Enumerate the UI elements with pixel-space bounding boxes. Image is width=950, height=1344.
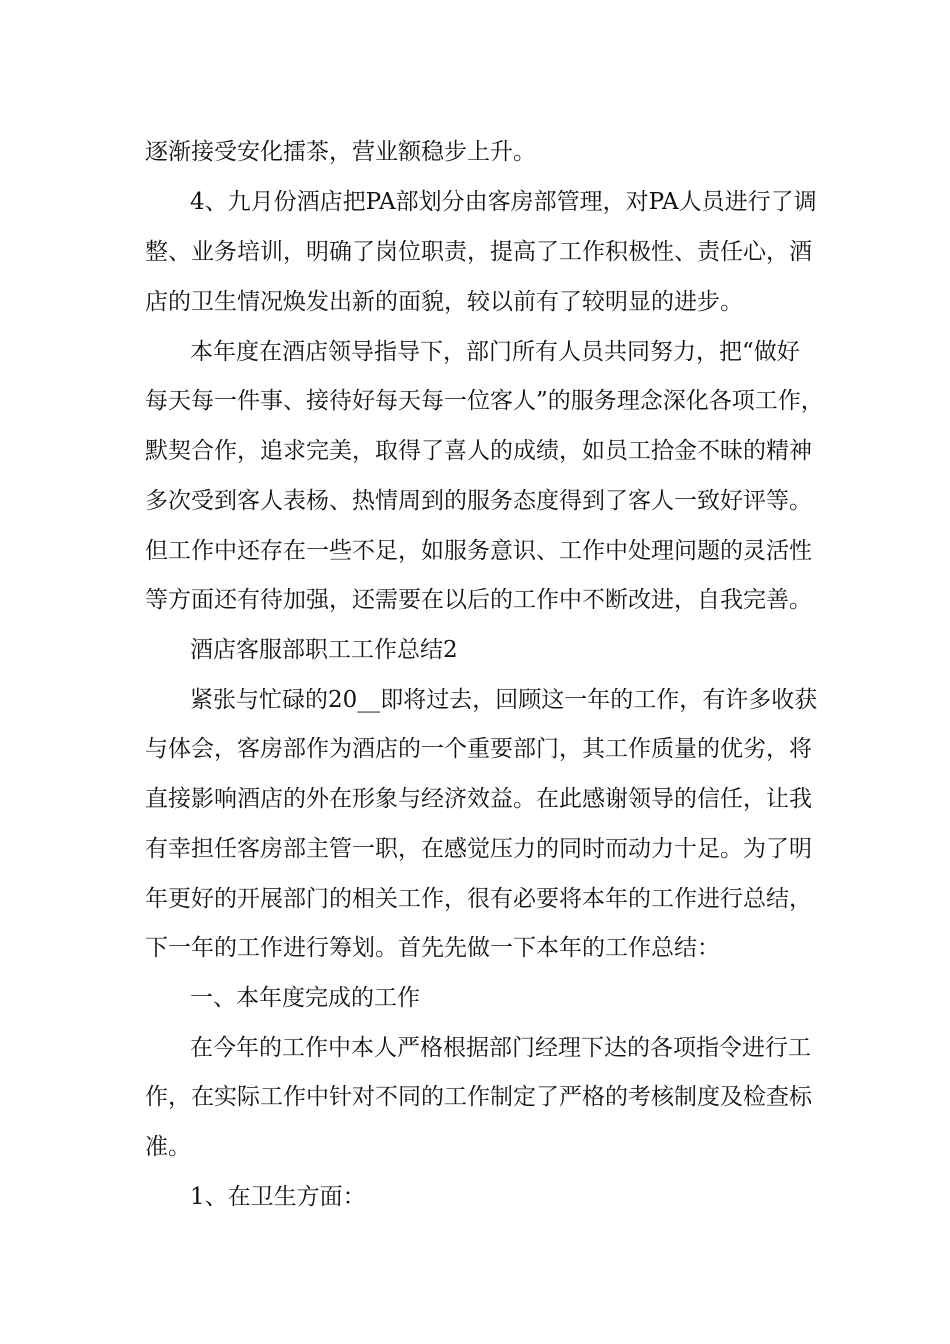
section-title: 酒店客服部职工工作总结2	[190, 637, 458, 663]
text-line: 店的卫生情况焕发出新的面貌，较以前有了较明显的进步。	[145, 289, 743, 315]
text-line: 下一年的工作进行筹划。首先先做一下本年的工作总结：	[145, 935, 720, 961]
section-heading: 一、本年度完成的工作	[190, 985, 420, 1011]
text-line: 整、业务培训，明确了岗位职责，提高了工作积极性、责任心，酒	[145, 239, 812, 265]
text-line: 在今年的工作中本人严格根据部门经理下达的各项指令进行工	[190, 1035, 811, 1061]
subsection-heading: 1、在卫生方面：	[190, 1184, 366, 1210]
text-line: 默契合作，追求完美，取得了喜人的成绩，如员工拾金不昧的精神	[145, 438, 812, 464]
text-line: 紧张与忙碌的20__即将过去，回顾这一年的工作，有许多收获	[190, 687, 818, 713]
text-line: 与体会，客房部作为酒店的一个重要部门，其工作质量的优劣，将	[145, 736, 812, 762]
text-line: 逐渐接受安化擂茶，营业额稳步上升。	[145, 139, 536, 165]
text-line: 作，在实际工作中针对不同的工作制定了严格的考核制度及检查标	[145, 1084, 812, 1110]
text-line: 但工作中还存在一些不足，如服务意识、工作中处理问题的灵活性	[145, 538, 812, 564]
text-line: 年更好的开展部门的相关工作，很有必要将本年的工作进行总结，	[145, 886, 812, 912]
text-line: 等方面还有待加强，还需要在以后的工作中不断改进，自我完善。	[145, 587, 812, 613]
text-line: 4、九月份酒店把PA部划分由客房部管理，对PA人员进行了调	[190, 189, 817, 215]
text-line: 准。	[145, 1134, 191, 1160]
text-line: 本年度在酒店领导指导下，部门所有人员共同努力，把“做好	[190, 339, 800, 365]
text-line: 直接影响酒店的外在形象与经济效益。在此感谢领导的信任，让我	[145, 786, 812, 812]
text-line: 多次受到客人表杨、热情周到的服务态度得到了客人一致好评等。	[145, 488, 812, 514]
text-line: 每天每一件事、接待好每天每一位客人”的服务理念深化各项工作，	[145, 388, 824, 414]
text-line: 有幸担任客房部主管一职，在感觉压力的同时而动力十足。为了明	[145, 836, 812, 862]
